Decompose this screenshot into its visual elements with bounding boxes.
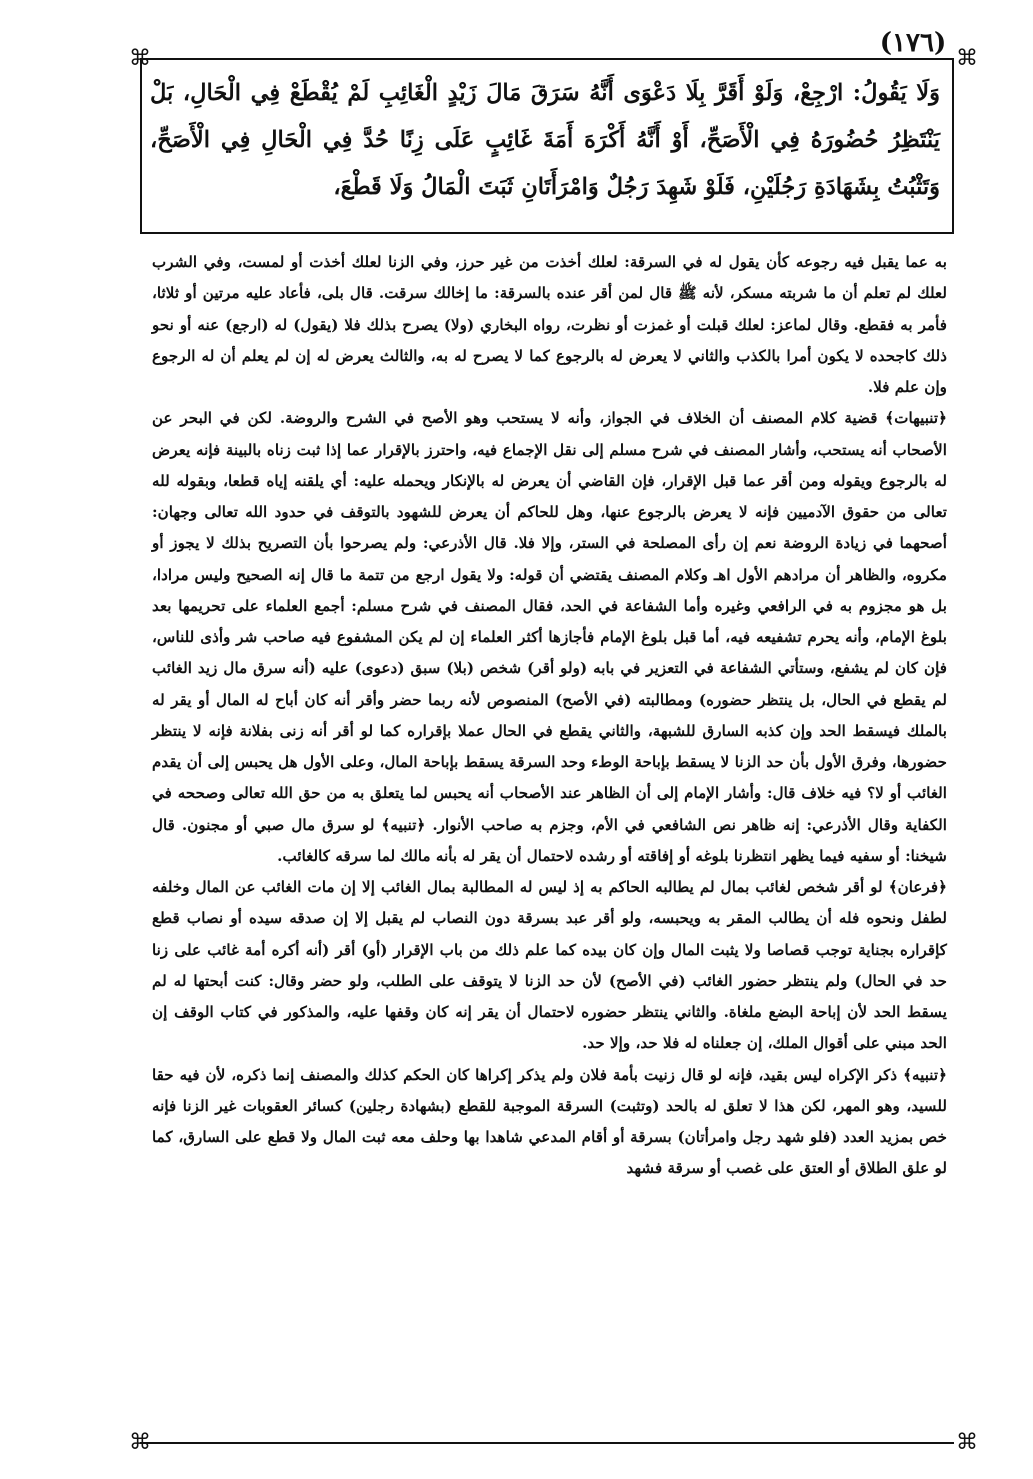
bottom-border-rule — [140, 1442, 954, 1444]
sharh-text — [152, 247, 947, 1185]
top-border-rule — [140, 58, 954, 60]
matn-text — [150, 70, 940, 211]
sharh-paragraph: به عما يقبل فيه رجوعه كأن يقول له في السرقة: لعلك أخذت من غير حرز، وفي الزنا لعلك أخذت أو لمست، وفي الشرب لعلك لم تعلم أن ما شربته مسكر، لأنه ﷺ قال لمن أقر عنده بالسرقة: ما إخالك سرقت. قال بلى، فأعاد عليه مرتين أو ثلاثا، فأمر به فقطع. وقال لماعز: لعلك قبلت أو غمزت أو نظرت، رواه البخاري (ولا) يصرح بذلك فلا (يقول) له (ارجع) عنه أو نحو ذلك كاجحده لا يكون أمرا بالكذب والثاني لا يعرض له بالرجوع كما لا يصرح له به، والثالث يعرض له إن لم يعلم أن له الرجوع وإن علم فلا. — [152, 253, 947, 396]
bottom-right-ornament-icon: ⌘ — [956, 1430, 978, 1455]
page-number: (١٧٦) — [879, 28, 947, 58]
matn-paragraph: وَلَا يَقُولُ: ارْجِعْ، وَلَوْ أَقَرَّ بِلَا دَعْوَى أَنَّهُ سَرَقَ مَالَ زَيْدٍ الْغَائِبِ لَمْ يُقْطَعْ فِي الْحَالِ، بَلْ يَنْتَظِرُ حُضُورَهُ فِي الْأَصَحِّ، أَوْ أَنَّهُ أَكْرَهَ أَمَةَ غَائِبٍ عَلَى زِنًا حُدَّ فِي الْحَالِ فِي الْأَصَحِّ، وَتَثْبُتُ بِشَهَادَةِ رَجُلَيْنِ، فَلَوْ شَهِدَ رَجُلٌ وَامْرَأَتَانِ ثَبَتَ الْمَالُ وَلَا قَطْعَ، — [150, 80, 940, 200]
top-left-ornament-icon: ⌘ — [129, 46, 151, 71]
right-border-rule — [952, 58, 954, 233]
matn-bottom-rule — [140, 232, 954, 234]
bottom-left-ornament-icon: ⌘ — [129, 1430, 151, 1455]
top-right-ornament-icon: ⌘ — [956, 46, 978, 71]
sharh-paragraph: ﴿فرعان﴾ لو أقر شخص لغائب بمال لم يطالبه الحاكم به إذ ليس له المطالبة بمال الغائب إلا إن مات الغائب عن المال وخلفه لطفل ونحوه فله أن يطالب المقر به ويحبسه، ولو أقر عبد بسرقة دون النصاب لم يقبل إلا إن صدقه سيده أو نصاب قطع كإقراره بجناية توجب قصاصا ولا يثبت المال وإن كان بيده كما علم ذلك من باب الإقرار (أو) أقر (أنه أكره أمة غائب على زنا حد في الحال) ولم ينتظر حضور الغائب (في الأصح) لأن حد الزنا لا يتوقف على الطلب، ولو حضر وقال: كنت أبحتها له لم يسقط الحد لأن إباحة البضع ملغاة. والثاني ينتظر حضوره لاحتمال أن يقر إنه كان وقفها عليه، والمذكور في كتاب الوقف إن الحد مبني على أقوال الملك، إن جعلناه له فلا حد، وإلا حد. — [152, 878, 947, 1053]
sharh-paragraph: ﴿تنبيهات﴾ قضية كلام المصنف أن الخلاف في الجواز، وأنه لا يستحب وهو الأصح في الشرح والروضة. لكن في البحر عن الأصحاب أنه يستحب، وأشار المصنف في شرح مسلم إلى نقل الإجماع فيه، واحترز بالإقرار عما إذا ثبت زناه بالبينة فإنه يعرض له بالرجوع ويقوله ومن أقر عما قبل الإقرار، فإن القاضي أن يعرض له بالإنكار ويحمله عليه: أي يلقنه إياه قطعا، وبقوله لله تعالى من حقوق الآدميين فإنه لا يعرض بالرجوع عنها، وهل للحاكم أن يعرض للشهود بالتوقف في حدود الله تعالى وجهان: أصحهما في زيادة الروضة نعم إن رأى المصلحة في الستر، وإلا فلا. قال الأذرعي: ولم يصرحوا بأن التصريح بذلك لا يجوز أو مكروه، والظاهر أن مرادهم الأول اهـ وكلام المصنف يقتضي أن قوله: ولا يقول ارجع من تتمة ما قال إنه الصحيح وليس مرادا، بل هو مجزوم به في الرافعي وغيره وأما الشفاعة في الحد، فقال المصنف في شرح مسلم: أجمع العلماء على تحريمها بعد بلوغ الإمام، وأنه يحرم تشفيعه فيه، أما قبل بلوغ الإمام فأجازها أكثر العلماء إن لم يكن المشفوع فيه صاحب شر وأذى للناس، فإن كان لم يشفع، وستأتي الشفاعة في التعزير في بابه (ولو أقر) شخص (بلا) سبق (دعوى) عليه (أنه سرق مال زيد الغائب لم يقطع في الحال، بل ينتظر حضوره) ومطالبته (في الأصح) المنصوص لأنه ربما حضر وأقر أنه كان أباح له المال أو يقر له بالملك فيسقط الحد وإن كذبه السارق للشبهة، والثاني يقطع في الحال عملا بإقراره كما لو أقر أنه زنى بفلانة فإنه لا ينتظر حضورها، وفرق الأول بأن حد الزنا لا يسقط بإباحة الوطء وحد السرقة يسقط بإباحة المال، وعلى الأول هل يحبس إلى أن يقدم الغائب أو لا؟ فيه خلاف قال: وأشار الإمام إلى أن الظاهر عند الأصحاب أنه يحبس لما يتعلق به من حق الله تعالى وصححه في الكفاية وقال الأذرعي: إنه ظاهر نص الشافعي في الأم، وجزم به صاحب الأنوار. ﴿تنبيه﴾ لو سرق مال صبي أو مجنون. قال شيخنا: أو سفيه فيما يظهر انتظرنا بلوغه أو إفاقته أو رشده لاحتمال أن يقر له بأنه مالك لما سرقه كالغائب. — [152, 409, 947, 865]
left-border-rule — [140, 58, 142, 233]
sharh-paragraph: ﴿تنبيه﴾ ذكر الإكراه ليس بقيد، فإنه لو قال زنيت بأمة فلان ولم يذكر إكراها كان الحكم كذلك والمصنف إنما ذكره، لأن فيه حقا للسيد، وهو المهر، لكن هذا لا تعلق له بالحد (وتثبت) السرقة الموجبة للقطع (بشهادة رجلين) كسائر العقوبات غير الزنا فإنه خص بمزيد العدد (فلو شهد رجل وامرأتان) بسرقة أو أقام المدعي شاهدا بها وحلف معه ثبت المال ولا قطع على السارق، كما لو علق الطلاق أو العتق على غصب أو سرقة فشهد — [152, 1065, 947, 1178]
